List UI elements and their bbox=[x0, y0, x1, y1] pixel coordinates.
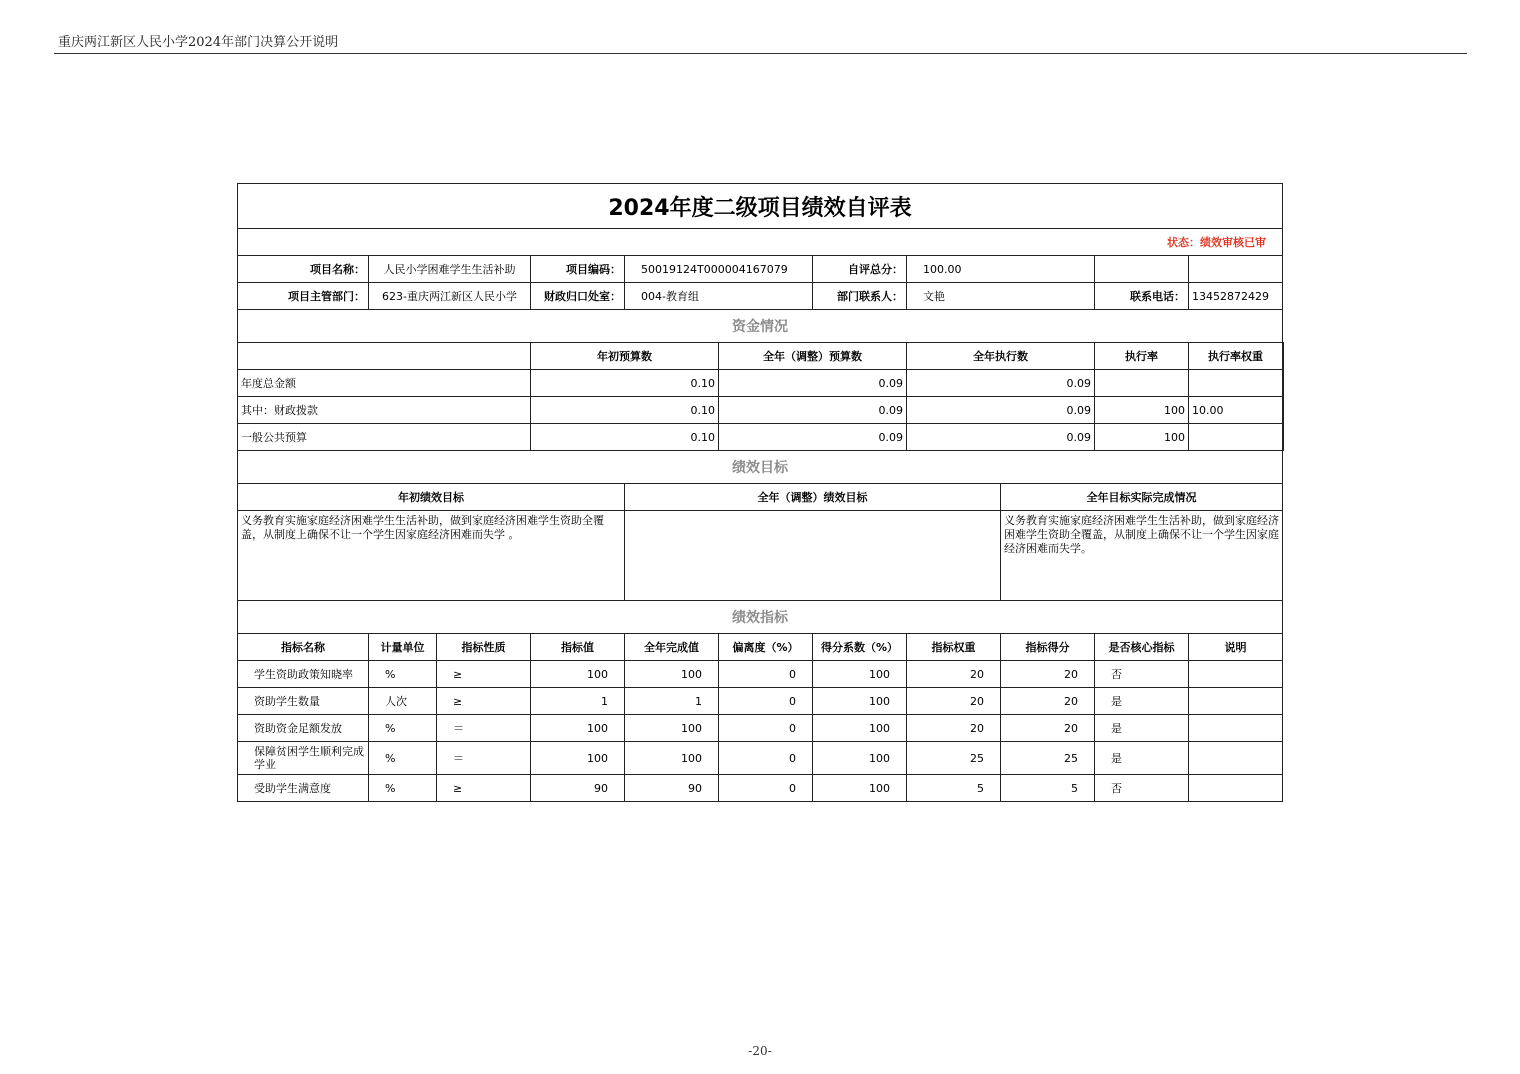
page-header: 重庆两江新区人民小学2024年部门决算公开说明 bbox=[58, 35, 339, 50]
goals-section-title: 绩效目标 bbox=[238, 451, 1283, 484]
goals-header-actual: 全年目标实际完成情况 bbox=[1001, 484, 1283, 511]
indicator-coefficient: 100 bbox=[813, 688, 907, 715]
funds-row bbox=[238, 397, 1284, 424]
indicator-row bbox=[238, 742, 1284, 775]
indicator-weight: 20 bbox=[907, 715, 1001, 742]
indicator-deviation: 0 bbox=[719, 688, 813, 715]
funds-header-executed: 全年执行数 bbox=[907, 343, 1095, 370]
indicators-section-title: 绩效指标 bbox=[238, 601, 1283, 634]
indicator-deviation: 0 bbox=[719, 715, 813, 742]
ind-header-core: 是否核心指标 bbox=[1095, 634, 1189, 661]
indicator-weight: 20 bbox=[907, 661, 1001, 688]
indicator-coefficient: 100 bbox=[813, 775, 907, 802]
finance-value: 004-教育组 bbox=[625, 283, 813, 310]
indicator-note bbox=[1189, 715, 1283, 742]
indicator-nature: ≥ bbox=[437, 661, 531, 688]
finance-label: 财政归口处室： bbox=[531, 283, 625, 310]
indicator-note bbox=[1189, 661, 1283, 688]
indicator-value: 1 bbox=[531, 688, 625, 715]
contact-value: 文艳 bbox=[907, 283, 1095, 310]
funds-initial: 0.10 bbox=[531, 397, 719, 424]
status-label: 状态：绩效审核已审 bbox=[238, 229, 1283, 256]
indicator-completed: 100 bbox=[625, 661, 719, 688]
funds-executed: 0.09 bbox=[907, 397, 1095, 424]
indicator-name: 资助资金足额发放 bbox=[238, 715, 369, 742]
goals-content-row bbox=[238, 511, 1284, 601]
phone-label: 联系电话： bbox=[1095, 283, 1189, 310]
indicator-value: 100 bbox=[531, 742, 625, 775]
indicator-core: 否 bbox=[1095, 661, 1189, 688]
indicator-coefficient: 100 bbox=[813, 715, 907, 742]
funds-weight: 10.00 bbox=[1189, 397, 1283, 424]
funds-header-row bbox=[238, 343, 1284, 370]
funds-initial: 0.10 bbox=[531, 370, 719, 397]
indicator-core: 是 bbox=[1095, 688, 1189, 715]
indicator-row bbox=[238, 775, 1284, 802]
funds-row-name: 年度总金额 bbox=[238, 370, 531, 397]
funds-row-name: 其中：财政拨款 bbox=[238, 397, 531, 424]
indicator-unit: % bbox=[369, 775, 437, 802]
project-name-label: 项目名称： bbox=[238, 256, 369, 283]
phone-value: 13452872429 bbox=[1189, 283, 1283, 310]
dept-label: 项目主管部门： bbox=[238, 283, 369, 310]
indicator-name: 资助学生数量 bbox=[238, 688, 369, 715]
ind-header-deviation: 偏离度（%） bbox=[719, 634, 813, 661]
indicator-row bbox=[238, 661, 1284, 688]
indicator-completed: 100 bbox=[625, 742, 719, 775]
indicator-value: 90 bbox=[531, 775, 625, 802]
indicator-value: 100 bbox=[531, 661, 625, 688]
ind-header-completed: 全年完成值 bbox=[625, 634, 719, 661]
empty-cell bbox=[1189, 256, 1283, 283]
indicator-deviation: 0 bbox=[719, 742, 813, 775]
ind-header-nature: 指标性质 bbox=[437, 634, 531, 661]
dept-value: 623-重庆两江新区人民小学 bbox=[369, 283, 531, 310]
performance-evaluation-table bbox=[237, 183, 1284, 802]
indicator-score: 20 bbox=[1001, 715, 1095, 742]
funds-header-weight: 执行率权重 bbox=[1189, 343, 1283, 370]
funds-weight bbox=[1189, 370, 1283, 397]
goal-adjusted-text bbox=[625, 511, 1001, 601]
funds-adjusted: 0.09 bbox=[719, 424, 907, 451]
indicator-note bbox=[1189, 775, 1283, 802]
indicator-score: 20 bbox=[1001, 661, 1095, 688]
ind-header-coefficient: 得分系数（%） bbox=[813, 634, 907, 661]
indicator-note bbox=[1189, 742, 1283, 775]
funds-header-rate: 执行率 bbox=[1095, 343, 1189, 370]
indicator-deviation: 0 bbox=[719, 775, 813, 802]
info-row-2 bbox=[238, 283, 1284, 310]
funds-row bbox=[238, 370, 1284, 397]
project-code-label: 项目编码： bbox=[531, 256, 625, 283]
funds-weight bbox=[1189, 424, 1283, 451]
indicator-nature: ＝ bbox=[437, 715, 531, 742]
indicator-unit: % bbox=[369, 661, 437, 688]
indicator-coefficient: 100 bbox=[813, 661, 907, 688]
indicator-nature: ≥ bbox=[437, 775, 531, 802]
ind-header-weight: 指标权重 bbox=[907, 634, 1001, 661]
funds-header-initial: 年初预算数 bbox=[531, 343, 719, 370]
funds-initial: 0.10 bbox=[531, 424, 719, 451]
indicator-unit: % bbox=[369, 742, 437, 775]
funds-header-empty bbox=[238, 343, 531, 370]
indicator-nature: ＝ bbox=[437, 742, 531, 775]
indicator-core: 是 bbox=[1095, 715, 1189, 742]
indicator-core: 否 bbox=[1095, 775, 1189, 802]
indicator-name: 保障贫困学生顺利完成学业 bbox=[238, 742, 369, 775]
indicator-completed: 100 bbox=[625, 715, 719, 742]
funds-score bbox=[1283, 370, 1284, 397]
indicator-coefficient: 100 bbox=[813, 742, 907, 775]
score-value: 100.00 bbox=[907, 256, 1095, 283]
indicator-nature: ≥ bbox=[437, 688, 531, 715]
header-divider bbox=[54, 53, 1467, 54]
ind-header-value: 指标值 bbox=[531, 634, 625, 661]
goals-header-initial: 年初绩效目标 bbox=[238, 484, 625, 511]
page-number: -20- bbox=[748, 1044, 772, 1058]
funds-rate: 100 bbox=[1095, 397, 1189, 424]
indicator-core: 是 bbox=[1095, 742, 1189, 775]
project-name-value: 人民小学困难学生生活补助 bbox=[369, 256, 531, 283]
indicator-row bbox=[238, 715, 1284, 742]
ind-header-unit: 计量单位 bbox=[369, 634, 437, 661]
ind-header-note: 说明 bbox=[1189, 634, 1283, 661]
funds-header-adjusted: 全年（调整）预算数 bbox=[719, 343, 907, 370]
indicator-score: 5 bbox=[1001, 775, 1095, 802]
goals-header-adjusted: 全年（调整）绩效目标 bbox=[625, 484, 1001, 511]
indicator-deviation: 0 bbox=[719, 661, 813, 688]
empty-cell bbox=[1095, 256, 1189, 283]
score-label: 自评总分： bbox=[813, 256, 907, 283]
goal-actual-text: 义务教育实施家庭经济困难学生生活补助，做到家庭经济困难学生资助全覆盖，从制度上确保不让一个学生因家庭经济困难而失学。 bbox=[1001, 511, 1283, 601]
funds-score bbox=[1283, 424, 1284, 451]
funds-row-name: 一般公共预算 bbox=[238, 424, 531, 451]
goal-initial-text: 义务教育实施家庭经济困难学生生活补助，做到家庭经济困难学生资助全覆盖，从制度上确保不让一个学生因家庭经济困难而失学 。 bbox=[238, 511, 625, 601]
funds-rate: 100 bbox=[1095, 424, 1189, 451]
indicator-name: 受助学生满意度 bbox=[238, 775, 369, 802]
indicator-completed: 90 bbox=[625, 775, 719, 802]
indicator-row bbox=[238, 688, 1284, 715]
indicators-header-row bbox=[238, 634, 1284, 661]
indicator-name: 学生资助政策知晓率 bbox=[238, 661, 369, 688]
indicator-score: 25 bbox=[1001, 742, 1095, 775]
info-row-1 bbox=[238, 256, 1284, 283]
ind-header-name: 指标名称 bbox=[238, 634, 369, 661]
funds-row bbox=[238, 424, 1284, 451]
funds-rate bbox=[1095, 370, 1189, 397]
indicator-weight: 25 bbox=[907, 742, 1001, 775]
funds-score bbox=[1283, 397, 1284, 424]
indicator-value: 100 bbox=[531, 715, 625, 742]
funds-header-score bbox=[1283, 343, 1284, 370]
funds-executed: 0.09 bbox=[907, 370, 1095, 397]
funds-section-title: 资金情况 bbox=[238, 310, 1283, 343]
indicator-weight: 20 bbox=[907, 688, 1001, 715]
funds-executed: 0.09 bbox=[907, 424, 1095, 451]
contact-label: 部门联系人： bbox=[813, 283, 907, 310]
table-title: 2024年度二级项目绩效自评表 bbox=[238, 184, 1283, 229]
indicator-unit: 人次 bbox=[369, 688, 437, 715]
indicator-weight: 5 bbox=[907, 775, 1001, 802]
indicator-note bbox=[1189, 688, 1283, 715]
indicator-unit: % bbox=[369, 715, 437, 742]
goals-header-row bbox=[238, 484, 1284, 511]
project-code-value: 50019124T000004167079 bbox=[625, 256, 813, 283]
ind-header-score: 指标得分 bbox=[1001, 634, 1095, 661]
funds-adjusted: 0.09 bbox=[719, 370, 907, 397]
funds-adjusted: 0.09 bbox=[719, 397, 907, 424]
indicator-completed: 1 bbox=[625, 688, 719, 715]
indicator-score: 20 bbox=[1001, 688, 1095, 715]
